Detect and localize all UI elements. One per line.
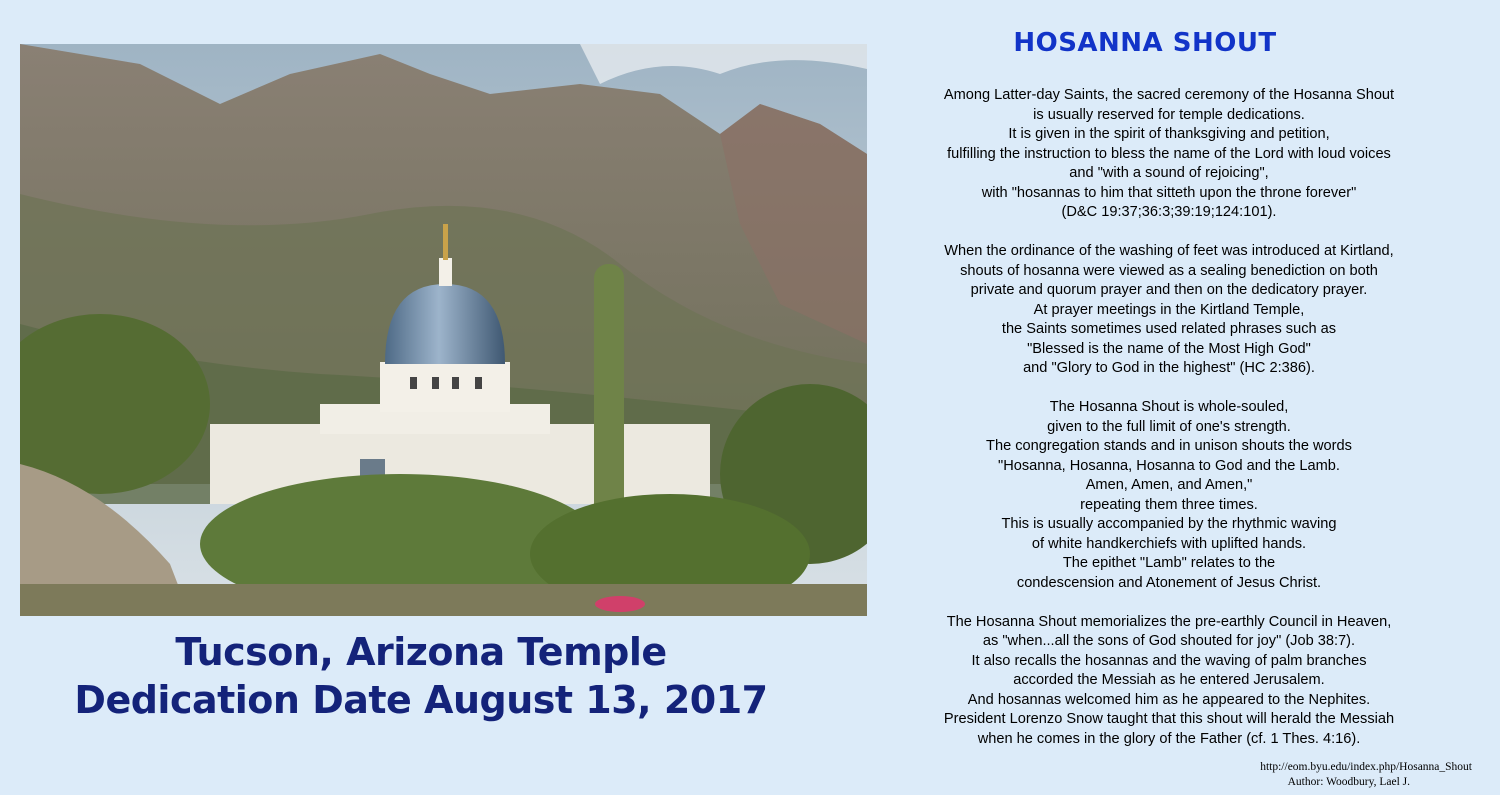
text-line: It also recalls the hosannas and the waving of palm branches <box>971 652 1367 669</box>
caption-date: Dedication Date August 13, 2017 <box>74 678 768 722</box>
page-heading: HOSANNA SHOUT <box>1013 28 1277 58</box>
text-line: The Hosanna Shout memorializes the pre-earthly Council in Heaven, <box>946 613 1392 630</box>
temple-caption <box>20 628 822 724</box>
caption-title: Tucson, Arizona Temple <box>175 630 667 674</box>
text-line: is usually reserved for temple dedications. <box>1033 106 1305 123</box>
source-credit <box>1260 760 1472 790</box>
text-line: It is given in the spirit of thanksgiving and petition, <box>1008 126 1330 142</box>
text-line: This is usually accompanied by the rhythmic waving <box>1001 516 1337 532</box>
temple-photo <box>20 44 867 616</box>
text-line: At prayer meetings in the Kirtland Temple, <box>1033 301 1305 318</box>
text-line: The Hosanna Shout is whole-souled, <box>1049 399 1289 415</box>
text-line: The epithet "Lamb" relates to the <box>1062 555 1276 571</box>
text-line: of white handkerchiefs with uplifted hands. <box>1031 535 1307 552</box>
text-line: "Blessed is the name of the Most High God" <box>1027 340 1311 357</box>
text-line: and "with a sound of rejoicing", <box>1069 165 1269 181</box>
text-line: accorded the Messiah as he entered Jerusalem. <box>1013 672 1325 688</box>
text-line: When the ordinance of the washing of feet was introduced at Kirtland, <box>944 243 1394 259</box>
paragraph <box>885 613 1453 750</box>
text-line: as "when...all the sons of God shouted for joy" (Job 38:7). <box>982 633 1356 649</box>
article-body <box>885 86 1453 769</box>
source-url: http://eom.byu.edu/index.php/Hosanna_Shout <box>1260 761 1472 773</box>
source-author: Author: Woodbury, Lael J. <box>1287 776 1410 788</box>
text-line: fulfilling the instruction to bless the name of the Lord with loud voices <box>947 145 1391 162</box>
text-line: Amen, Amen, and Amen," <box>1085 477 1253 493</box>
text-line: And hosannas welcomed him as he appeared to the Nephites. <box>967 691 1371 708</box>
text-line: with "hosannas to him that sitteth upon the throne forever" <box>981 184 1357 201</box>
text-line: private and quorum prayer and then on the dedicatory prayer. <box>970 282 1368 298</box>
text-line: President Lorenzo Snow taught that this shout will herald the Messiah <box>943 711 1395 727</box>
text-line: repeating them three times. <box>1080 496 1258 513</box>
paragraph <box>885 398 1453 593</box>
text-line: "Hosanna, Hosanna, Hosanna to God and the Lamb. <box>998 457 1340 474</box>
text-line: (D&C 19:37;36:3;39:19;124:101). <box>1061 204 1277 220</box>
text-line: when he comes in the glory of the Father (cf. 1 Thes. 4:16). <box>977 730 1361 747</box>
paragraph <box>885 242 1453 379</box>
text-line: and "Glory to God in the highest" (HC 2:386). <box>1023 360 1315 376</box>
text-line: condescension and Atonement of Jesus Christ. <box>1016 574 1322 591</box>
text-line: given to the full limit of one's strength. <box>1047 418 1291 435</box>
paragraph <box>885 86 1453 223</box>
text-line: the Saints sometimes used related phrases such as <box>1001 321 1337 337</box>
text-line: shouts of hosanna were viewed as a sealing benediction on both <box>960 262 1378 279</box>
text-line: The congregation stands and in unison shouts the words <box>986 438 1352 454</box>
text-line: Among Latter-day Saints, the sacred ceremony of the Hosanna Shout <box>943 87 1395 103</box>
